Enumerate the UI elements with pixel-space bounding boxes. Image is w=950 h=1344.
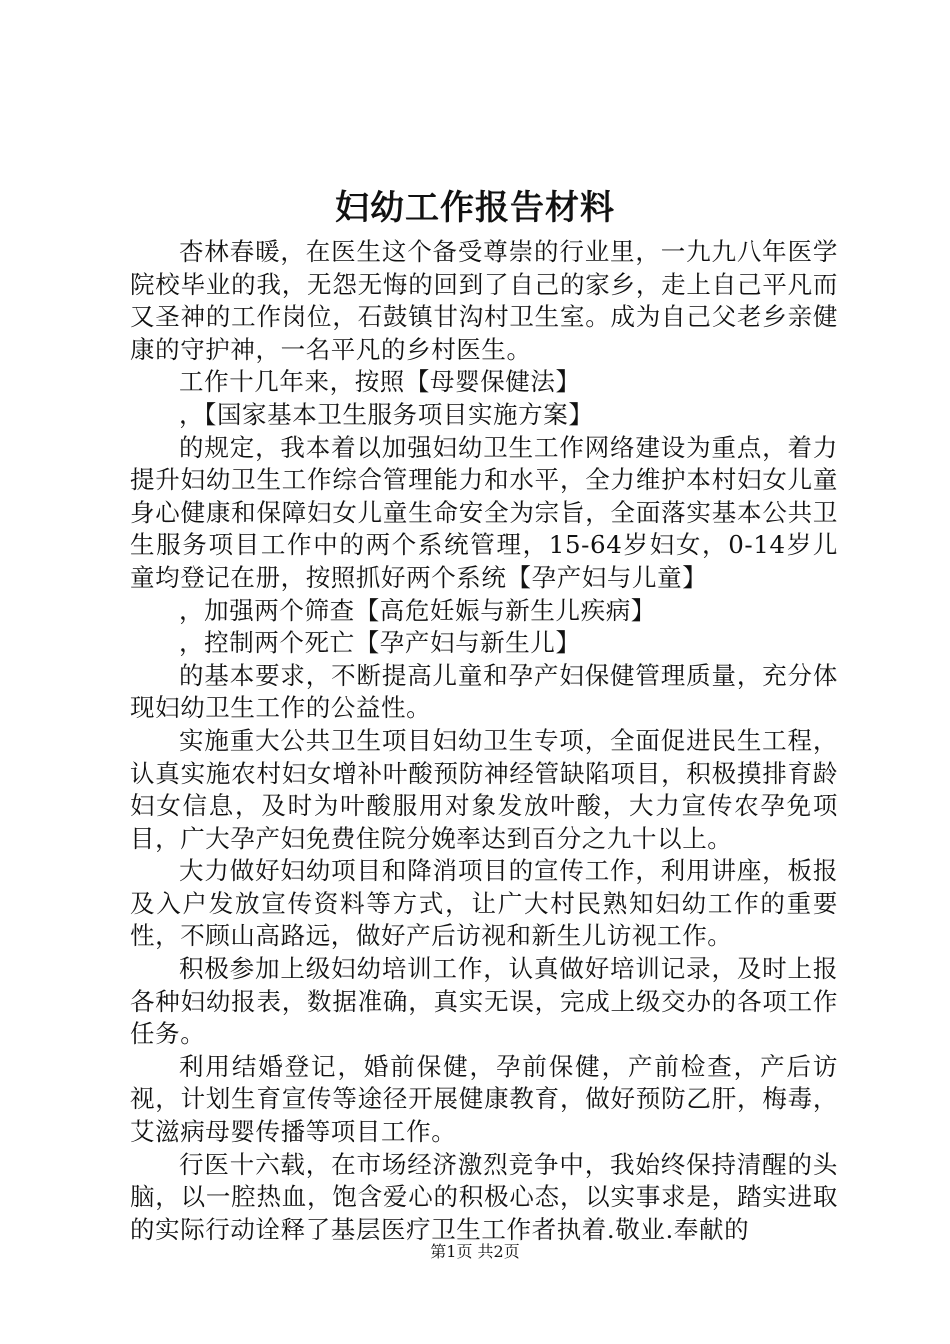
paragraph: 行医十六载，在市场经济激烈竞争中，我始终保持清醒的头脑，以一腔热血，饱含爱心的积极心态，以实事求是，踏实进取的实际行动诠释了基层医疗卫生工作者执着.敬业.奉献的 (130, 1149, 838, 1244)
paragraph: ，加强两个筛查【高危妊娠与新生儿疾病】 (179, 595, 656, 625)
paragraph: 的规定，我本着以加强妇幼卫生工作网络建设为重点，着力提升妇幼卫生工作综合管理能力和水平，全力维护本村妇女儿童身心健康和保障妇女儿童生命安全为宗旨，全面落实基本公共卫生服务项目工作中的两个系统管理，15-64岁妇女，0-14岁儿童均登记在册，按照抓好两个系统【孕产妇与儿童】 (130, 432, 838, 592)
paragraph: 利用结婚登记，婚前保健，孕前保健，产前检查，产后访视，计划生育宣传等途径开展健康教育，做好预防乙肝，梅毒，艾滋病母婴传播等项目工作。 (130, 1051, 838, 1147)
page-footer: 第1页 共2页 (430, 1242, 520, 1261)
paragraph: 大力做好妇幼项目和降消项目的宣传工作，利用讲座，板报及入户发放宣传资料等方式，让广大村民熟知妇幼工作的重要性，不顾山高路远，做好产后访视和新生儿访视工作。 (130, 856, 838, 951)
paragraph: 的基本要求，不断提高儿童和孕产妇保健管理质量，充分体现妇幼卫生工作的公益性。 (130, 660, 838, 723)
paragraph: ，【国家基本卫生服务项目实施方案】 (179, 399, 594, 429)
paragraph: 工作十几年来，按照【母婴保健法】 (179, 367, 581, 397)
paragraph: ，控制两个死亡【孕产妇与新生儿】 (179, 628, 581, 658)
document-body (130, 236, 838, 1246)
paragraph: 积极参加上级妇幼培训工作，认真做好培训记录，及时上报各种妇幼报表，数据准确，真实无误，完成上级交办的各项工作任务。 (130, 954, 838, 1049)
paragraph: 实施重大公共卫生项目妇幼卫生专项，全面促进民生工程，认真实施农村妇女增补叶酸预防神经管缺陷项目，积极摸排育龄妇女信息，及时为叶酸服用对象发放叶酸，大力宣传农孕免项目，广大孕产妇免费住院分娩率达到百分之九十以上。 (130, 725, 838, 853)
document-title: 妇幼工作报告材料 (335, 188, 615, 228)
paragraph: 杏林春暖，在医生这个备受尊崇的行业里，一九九八年医学院校毕业的我，无怨无悔的回到了自己的家乡，走上自己平凡而又圣神的工作岗位，石鼓镇甘沟村卫生室。成为自己父老乡亲健康的守护神，一名平凡的乡村医生。 (130, 237, 838, 364)
